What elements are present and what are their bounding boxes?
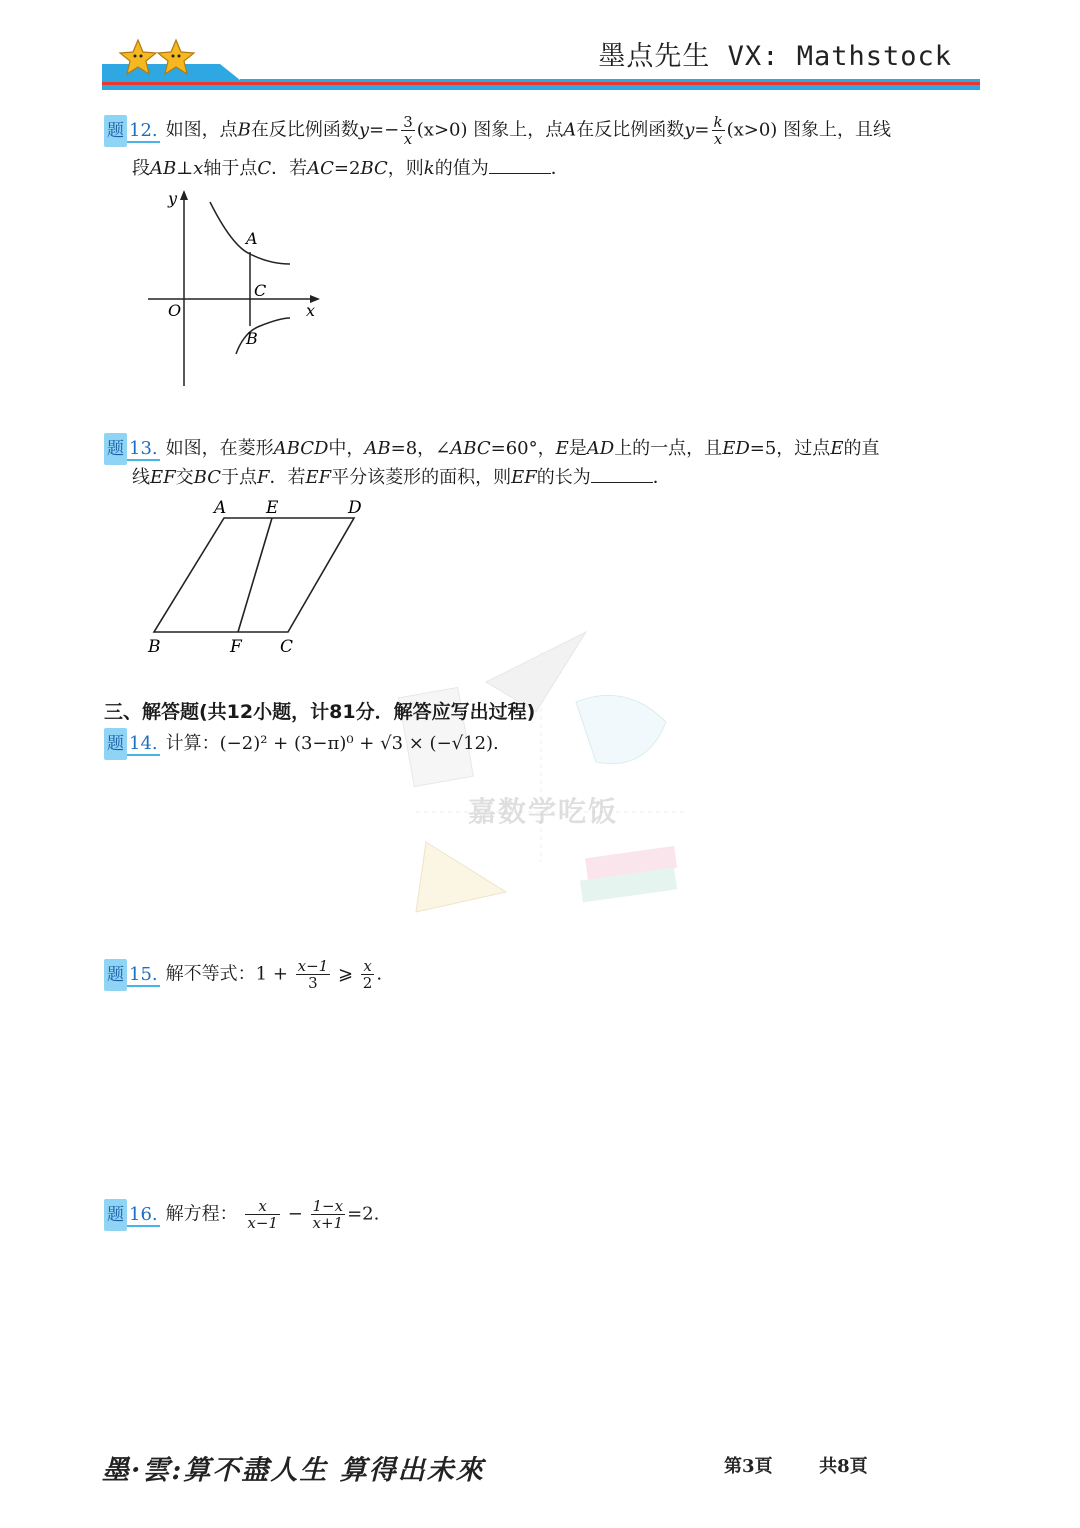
text: 如图，点 <box>165 119 238 141</box>
frac-den: x <box>403 130 413 148</box>
math-EF: EF <box>511 467 537 488</box>
answer-blank <box>591 466 653 483</box>
text: =2 <box>333 158 361 179</box>
label-x: x <box>306 301 316 320</box>
page-number: 第3頁 <box>724 1456 773 1477</box>
question-tag: 题 <box>104 433 127 465</box>
text: 于点 <box>220 467 257 488</box>
star-mascot-icon <box>118 38 198 80</box>
text: =8， <box>390 438 436 459</box>
watermark-graphic <box>396 622 696 922</box>
label-A: A <box>246 229 258 248</box>
question-number: 13. <box>129 438 158 459</box>
text: =5，过点 <box>749 438 831 459</box>
math-E: E <box>555 438 569 459</box>
frac-num: x <box>361 958 375 975</box>
question-16 <box>104 1198 379 1231</box>
frac-den: 3 <box>308 974 318 992</box>
text: 中， <box>328 438 365 459</box>
text: ． <box>550 158 569 179</box>
watermark-text: 嘉数学吃饭 <box>468 795 619 828</box>
question-number: 15. <box>129 963 158 985</box>
label-O: O <box>168 301 182 320</box>
text: . <box>376 963 383 985</box>
label-F: F <box>230 637 242 657</box>
question-15 <box>104 958 382 991</box>
text: 线 <box>132 467 150 488</box>
frac-den: 2 <box>362 974 373 992</box>
text: ，则 <box>387 158 424 179</box>
frac-num: 3 <box>403 113 413 131</box>
frac-num: x−1 <box>297 957 329 975</box>
text: 解不等式： <box>165 963 256 985</box>
fraction <box>401 114 415 147</box>
math-k: k <box>423 158 435 179</box>
frac-den: x+1 <box>312 1214 344 1232</box>
math-EF: EF <box>305 467 332 488</box>
text: =2. <box>347 1203 380 1225</box>
math-E: E <box>830 438 844 459</box>
math-angle: ∠ABC <box>435 438 491 459</box>
math-y: y <box>358 119 370 141</box>
fraction <box>361 958 375 991</box>
frac-den: x <box>713 130 723 148</box>
question-tag: 题 <box>104 728 127 760</box>
text: 1 + <box>255 963 288 985</box>
math-A: A <box>563 119 577 141</box>
math-ED: ED <box>722 438 750 459</box>
text: 段 <box>132 158 150 179</box>
condition: (x>0) <box>416 119 468 141</box>
text: 的长为 <box>536 467 591 488</box>
frac-den: x−1 <box>247 1214 278 1232</box>
question-13-line2 <box>132 463 671 493</box>
text: 如图，在菱形 <box>165 438 274 459</box>
label-y: y <box>168 189 178 208</box>
fraction <box>296 958 331 991</box>
question-13 <box>104 433 879 465</box>
perp-symbol: ⊥ <box>176 158 194 179</box>
text: 轴于点 <box>203 158 258 179</box>
math-B: B <box>237 119 251 141</box>
answer-blank <box>489 157 551 174</box>
math-AB: AB <box>364 438 391 459</box>
math-BC: BC <box>360 158 388 179</box>
page-total: 共8頁 <box>819 1456 868 1477</box>
text: ．若 <box>271 158 308 179</box>
question-tag: 题 <box>104 959 127 991</box>
frac-num: x <box>245 1198 280 1215</box>
math-BC: BC <box>193 467 221 488</box>
math-expression: (−2)² + (3−π)⁰ + √3 × (−√12). <box>219 733 499 754</box>
math-EF: EF <box>150 467 176 488</box>
question-12-line2 <box>132 154 569 184</box>
label-B: B <box>246 329 258 348</box>
question-number: 12. <box>129 119 158 141</box>
page-indicator <box>724 1452 868 1478</box>
text: 的值为 <box>434 158 489 179</box>
math-ABCD: ABCD <box>273 438 329 459</box>
math-C: C <box>257 158 272 179</box>
text: − <box>287 1203 303 1225</box>
fraction <box>245 1198 280 1231</box>
label-B: B <box>148 637 161 657</box>
label-D: D <box>348 498 362 518</box>
math-AD: AD <box>586 438 615 459</box>
math-F: F <box>256 467 270 488</box>
text: 图象上，点 <box>473 119 564 141</box>
math-y: y <box>684 119 695 141</box>
text: 是 <box>568 438 587 459</box>
text: = <box>694 119 710 141</box>
math-AC: AC <box>307 158 334 179</box>
math-x: x <box>193 158 204 179</box>
frac-num: 1−x <box>312 1197 344 1215</box>
text: =− <box>369 119 400 141</box>
label-C: C <box>254 281 267 300</box>
math-AB: AB <box>150 158 177 179</box>
frac-num: k <box>713 113 723 131</box>
text: 的直 <box>843 438 880 459</box>
text: 图象上，且线 <box>783 119 892 141</box>
label-C: C <box>280 637 294 657</box>
text: 计算： <box>165 733 220 754</box>
question-14 <box>104 728 499 760</box>
text: 上的一点，且 <box>614 438 723 459</box>
text: 交 <box>175 467 194 488</box>
text: 解方程： <box>165 1203 238 1225</box>
label-A: A <box>214 498 227 518</box>
fraction <box>712 114 725 147</box>
question-tag: 题 <box>104 115 127 147</box>
relation: ⩾ <box>337 963 354 985</box>
text: ．若 <box>269 467 306 488</box>
text: 平分该菱形的面积，则 <box>331 467 512 488</box>
question-number: 16. <box>129 1203 158 1225</box>
figure-12-graph <box>140 186 330 392</box>
condition: (x>0) <box>726 119 778 141</box>
fraction <box>311 1198 346 1231</box>
label-E: E <box>266 498 279 518</box>
figure-13-rhombus <box>140 494 380 658</box>
question-12 <box>104 114 891 147</box>
header-title: 墨点先生 VX: Mathstock <box>598 41 952 72</box>
footer-motto: 墨·雲:算不盡人生 算得出未來 <box>102 1455 485 1486</box>
text: =60°， <box>490 438 556 459</box>
text: ． <box>652 467 671 488</box>
question-number: 14. <box>129 733 158 754</box>
question-tag: 题 <box>104 1199 127 1231</box>
section-title: 三、解答题(共12小题，计81分．解答应写出过程) <box>104 701 536 723</box>
text: 在反比例函数 <box>250 119 359 141</box>
text: 在反比例函数 <box>576 119 685 141</box>
